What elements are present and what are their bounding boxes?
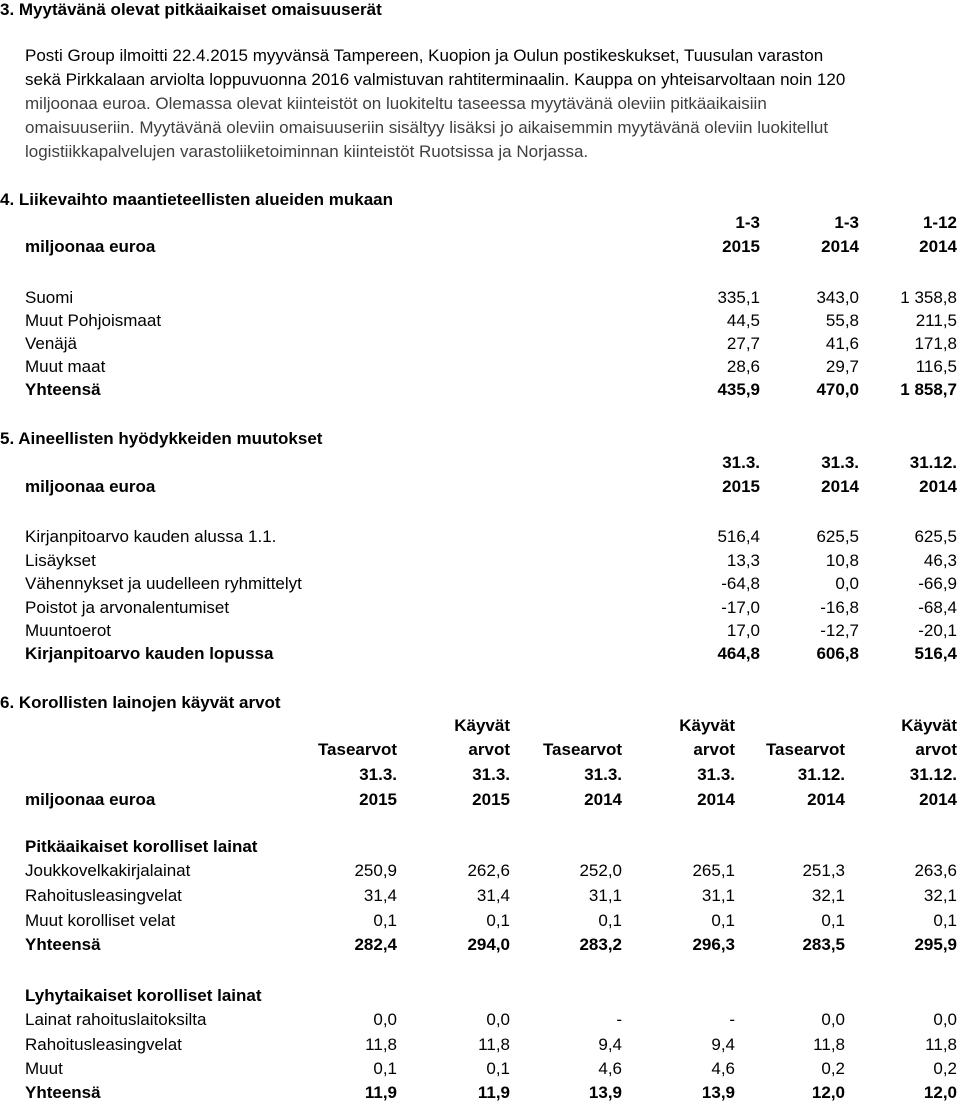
paragraph-line: miljoonaa euroa. Olemassa olevat kiinteistöt on luokiteltu taseessa myytävänä oleviin pitkäaikaisiin [25, 94, 767, 113]
period-header: 1-3 [834, 213, 859, 232]
date-header: 31.12. [797, 765, 845, 784]
date-header: 31.3. [821, 453, 859, 472]
table-cell: -16,8 [820, 598, 859, 617]
table-cell: 0,1 [711, 911, 735, 930]
table-row-label: Suomi [25, 288, 74, 307]
table-cell: 606,8 [816, 644, 859, 663]
table-cell: 4,6 [711, 1059, 735, 1078]
table-cell: 0,0 [835, 574, 859, 593]
date-header: 31.12. [909, 453, 957, 472]
table-cell: 251,3 [802, 861, 845, 880]
table-cell: 9,4 [711, 1035, 735, 1054]
table-cell: -68,4 [918, 598, 957, 617]
year-header: 2015 [472, 790, 510, 809]
table-cell: 295,9 [914, 935, 957, 954]
table-cell: 55,8 [825, 311, 859, 330]
column-header: Käyvät [454, 716, 510, 735]
table-cell: 464,8 [717, 644, 760, 663]
table-cell: 211,5 [915, 311, 957, 330]
year-header: 2014 [821, 477, 859, 496]
paragraph-line: omaisuuseriin. Myytävänä oleviin omaisuuseriin sisältyy lisäksi jo aikaisemmin myytävänä oleviin luokitellut [25, 118, 829, 137]
paragraph-line: sekä Pirkkalaan arviolta loppuvuonna 2016 valmistuvan rahtiterminaalin. Kauppa on yhteisarvoltaan noin 120 [25, 70, 846, 89]
table-cell: 265,1 [692, 861, 735, 880]
year-header: 2015 [722, 237, 760, 256]
table-cell: -12,7 [820, 621, 859, 640]
table-cell: -66,9 [918, 574, 957, 593]
unit-label: miljoonaa euroa [25, 477, 156, 496]
section-5-heading: 5. Aineellisten hyödykkeiden muutokset [0, 429, 323, 448]
year-header: 2014 [919, 477, 957, 496]
table-cell: 283,2 [579, 935, 622, 954]
table-row-label: Rahoitusleasingvelat [25, 1035, 182, 1054]
table-cell: 283,5 [802, 935, 845, 954]
table-cell: 435,9 [717, 380, 760, 399]
table-cell: 0,1 [933, 911, 957, 930]
table-cell: 0,0 [373, 1010, 397, 1029]
table-cell: 282,4 [354, 935, 397, 954]
column-header: Käyvät [901, 716, 957, 735]
table-cell: 44,5 [726, 311, 760, 330]
table-row-label: Muut maat [25, 357, 106, 376]
table-cell: 11,8 [365, 1035, 397, 1054]
table-cell: 27,7 [726, 334, 760, 353]
column-header: Tasearvot [317, 740, 397, 759]
group-title: Lyhytaikaiset korolliset lainat [25, 986, 262, 1005]
table-cell: 11,9 [477, 1083, 510, 1102]
column-header: Käyvät [679, 716, 735, 735]
table-cell: 0,1 [598, 911, 622, 930]
table-cell: 171,8 [914, 334, 957, 353]
table-cell: 0,1 [486, 1059, 510, 1078]
table-cell: 9,4 [598, 1035, 622, 1054]
table-cell: 296,3 [692, 935, 735, 954]
column-header: arvot [915, 740, 957, 759]
table-cell: -17,0 [721, 598, 760, 617]
table-cell: 263,6 [914, 861, 957, 880]
table-row-label: Muut [25, 1059, 63, 1078]
table-row-label: Kirjanpitoarvo kauden alussa 1.1. [25, 527, 277, 546]
table-row-label: Poistot ja arvonalentumiset [25, 598, 230, 617]
table-row-label: Rahoitusleasingvelat [25, 886, 182, 905]
column-header: arvot [468, 740, 510, 759]
table-row-label: Venäjä [25, 334, 77, 353]
table-row-label: Yhteensä [25, 380, 101, 399]
table-cell: 294,0 [467, 935, 510, 954]
table-cell: 12,0 [923, 1083, 957, 1102]
year-header: 2015 [722, 477, 760, 496]
column-header: Tasearvot [765, 740, 845, 759]
column-header: arvot [693, 740, 735, 759]
table-cell: 625,5 [914, 527, 957, 546]
table-cell: 12,0 [811, 1083, 845, 1102]
table-row-label: Muut korolliset velat [25, 911, 176, 930]
unit-label: miljoonaa euroa [25, 790, 156, 809]
date-header: 31.12. [909, 765, 957, 784]
table-cell: 0,0 [486, 1010, 510, 1029]
table-row-label: Vähennykset ja uudelleen ryhmittelyt [25, 574, 302, 593]
paragraph-line: Posti Group ilmoitti 22.4.2015 myyvänsä Tampereen, Kuopion ja Oulun postikeskukset, Tuusulan varaston [25, 46, 824, 65]
table-row-label: Yhteensä [25, 1083, 101, 1102]
table-cell: 0,1 [486, 911, 510, 930]
table-cell: 0,2 [933, 1059, 957, 1078]
table-cell: 10,8 [825, 551, 859, 570]
table-cell: 335,1 [717, 288, 760, 307]
table-cell: 0,1 [373, 911, 397, 930]
table-cell: 29,7 [825, 357, 859, 376]
column-header: Tasearvot [542, 740, 622, 759]
year-header: 2015 [359, 790, 397, 809]
table-cell: 13,9 [701, 1083, 735, 1102]
year-header: 2014 [697, 790, 735, 809]
table-cell: -64,8 [721, 574, 760, 593]
table-cell: 116,5 [915, 357, 957, 376]
table-cell: 31,4 [476, 886, 510, 905]
table-row-label: Kirjanpitoarvo kauden lopussa [25, 644, 274, 663]
table-cell: 470,0 [816, 380, 859, 399]
table-row-label: Muuntoerot [25, 621, 111, 640]
table-cell: 1 858,7 [900, 380, 957, 399]
table-cell: 0,2 [821, 1059, 845, 1078]
date-header: 31.3. [584, 765, 622, 784]
table-cell: - [729, 1010, 735, 1029]
paragraph-line: logistiikkapalvelujen varastoliiketoiminnan kiinteistöt Ruotsissa ja Norjassa. [25, 142, 589, 161]
table-cell: 0,1 [373, 1059, 397, 1078]
period-header: 1-3 [735, 213, 760, 232]
table-cell: 625,5 [816, 527, 859, 546]
table-cell: 32,1 [811, 886, 845, 905]
section-6-heading: 6. Korollisten lainojen käyvät arvot [0, 693, 281, 712]
table-cell: 32,1 [923, 886, 957, 905]
table-cell: 0,0 [933, 1010, 957, 1029]
date-header: 31.3. [697, 765, 735, 784]
table-cell: 262,6 [467, 861, 510, 880]
date-header: 31.3. [722, 453, 760, 472]
table-cell: - [616, 1010, 622, 1029]
table-cell: -20,1 [918, 621, 957, 640]
table-cell: 13,9 [588, 1083, 622, 1102]
year-header: 2014 [919, 790, 957, 809]
unit-label: miljoonaa euroa [25, 237, 156, 256]
table-cell: 28,6 [726, 357, 760, 376]
year-header: 2014 [807, 790, 845, 809]
table-row-label: Muut Pohjoismaat [25, 311, 162, 330]
table-cell: 0,0 [821, 1010, 845, 1029]
table-row-label: Yhteensä [25, 935, 101, 954]
table-cell: 11,8 [478, 1035, 510, 1054]
year-header: 2014 [821, 237, 859, 256]
table-cell: 46,3 [923, 551, 957, 570]
year-header: 2014 [584, 790, 622, 809]
table-row-label: Lisäykset [25, 551, 96, 570]
table-cell: 11,9 [364, 1083, 397, 1102]
table-cell: 11,8 [813, 1035, 845, 1054]
section-3-heading: 3. Myytävänä olevat pitkäaikaiset omaisuuserät [0, 0, 382, 19]
table-cell: 11,8 [925, 1035, 957, 1054]
section-4-heading: 4. Liikevaihto maantieteellisten alueiden mukaan [0, 190, 394, 209]
table-cell: 516,4 [717, 527, 760, 546]
table-cell: 1 358,8 [900, 288, 957, 307]
table-cell: 343,0 [816, 288, 859, 307]
table-cell: 17,0 [726, 621, 760, 640]
year-header: 2014 [919, 237, 957, 256]
table-row-label: Lainat rahoituslaitoksilta [25, 1010, 207, 1029]
table-cell: 41,6 [825, 334, 859, 353]
table-cell: 516,4 [914, 644, 957, 663]
table-cell: 252,0 [579, 861, 622, 880]
table-cell: 250,9 [354, 861, 397, 880]
date-header: 31.3. [472, 765, 510, 784]
group-title: Pitkäaikaiset korolliset lainat [25, 837, 258, 856]
table-cell: 31,4 [363, 886, 397, 905]
table-cell: 0,1 [821, 911, 845, 930]
table-cell: 13,3 [726, 551, 760, 570]
table-cell: 4,6 [598, 1059, 622, 1078]
table-cell: 31,1 [701, 886, 735, 905]
table-row-label: Joukkovelkakirjalainat [25, 861, 191, 880]
table-cell: 31,1 [588, 886, 622, 905]
period-header: 1-12 [922, 213, 957, 232]
date-header: 31.3. [359, 765, 397, 784]
